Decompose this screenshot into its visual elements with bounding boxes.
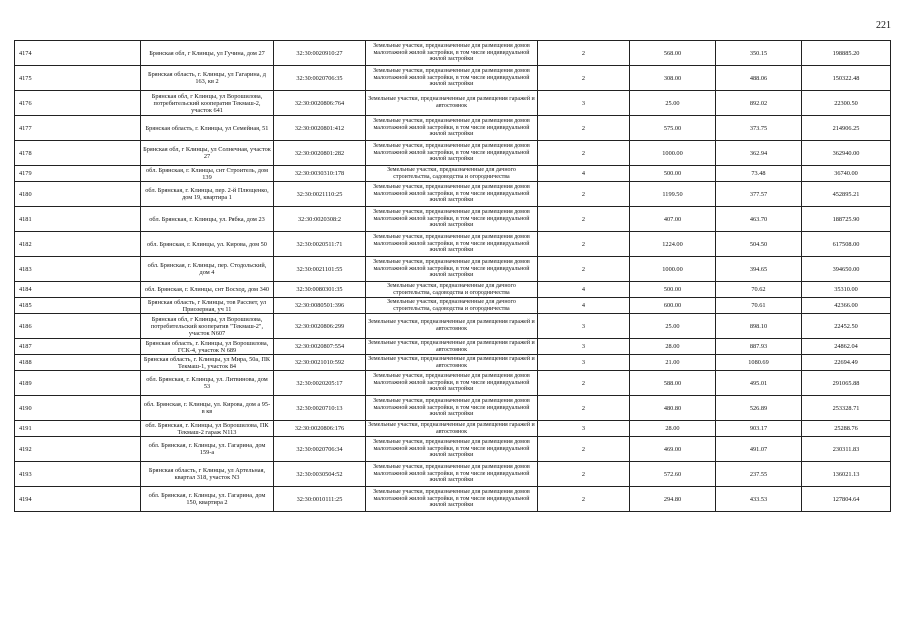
address-cell: Брянская обл, г Клинцы, ул Солнечная, участок 27 — [141, 141, 274, 166]
land-use-cell: Земельные участки, предназначенные для размещения гаражей и автостоянок — [366, 355, 538, 371]
cadastral-number-cell: 32:30:0020710:13 — [274, 396, 366, 421]
specific-value-cell: 1080.69 — [716, 355, 802, 371]
table-row — [15, 339, 891, 355]
specific-value-cell: 350.15 — [716, 41, 802, 66]
group-cell: 2 — [538, 66, 630, 91]
address-cell: обл. Брянская, г. Клинцы, снт Строитель, дом 139 — [141, 166, 274, 182]
area-cell: 575.00 — [630, 116, 716, 141]
cadastral-number-cell: 32:30:0020806:176 — [274, 421, 366, 437]
group-cell: 2 — [538, 437, 630, 462]
row-number: 4189 — [15, 371, 141, 396]
specific-value-cell: 377.57 — [716, 182, 802, 207]
table-row — [15, 66, 891, 91]
table-row — [15, 41, 891, 66]
row-number: 4190 — [15, 396, 141, 421]
address-cell: обл. Брянская, г. Клинцы, ул. Кирова, дом 50 — [141, 232, 274, 257]
table-row — [15, 396, 891, 421]
row-number: 4185 — [15, 298, 141, 314]
address-cell: Брянская область, г. Клинцы, ул Мира, 50а, ПК Текмаш-1, участок 84 — [141, 355, 274, 371]
table-row — [15, 91, 891, 116]
specific-value-cell: 394.65 — [716, 257, 802, 282]
cadastral-number-cell: 32:30:0080301:35 — [274, 282, 366, 298]
cadastral-value-table — [14, 40, 891, 512]
address-cell: обл. Брянская, г. Клинцы, ул. Кирова, дом а 95-в кв — [141, 396, 274, 421]
cadastral-number-cell: 32:30:0020910:27 — [274, 41, 366, 66]
address-cell: обл. Брянская, г. Клинцы, ул. Рябка, дом 23 — [141, 207, 274, 232]
cadastral-value-cell: 22694.49 — [802, 355, 891, 371]
group-cell: 2 — [538, 41, 630, 66]
group-cell: 4 — [538, 166, 630, 182]
cadastral-number-cell: 32:30:0020801:412 — [274, 116, 366, 141]
cadastral-value-cell: 214906.25 — [802, 116, 891, 141]
row-number: 4178 — [15, 141, 141, 166]
area-cell: 1199.50 — [630, 182, 716, 207]
land-use-cell: Земельные участки, предназначенные для размещения гаражей и автостоянок — [366, 314, 538, 339]
cadastral-value-cell: 127804.64 — [802, 487, 891, 512]
cadastral-number-cell: 32:30:0020806:764 — [274, 91, 366, 116]
area-cell: 480.80 — [630, 396, 716, 421]
table-row — [15, 371, 891, 396]
group-cell: 2 — [538, 232, 630, 257]
table-row — [15, 182, 891, 207]
table-row — [15, 298, 891, 314]
cadastral-number-cell: 32:30:0030504:52 — [274, 462, 366, 487]
specific-value-cell: 373.75 — [716, 116, 802, 141]
land-use-cell: Земельные участки, предназначенные для размещения домов малоэтажной жилой застройки, в том числе индивидуальной жилой застройки — [366, 41, 538, 66]
row-number: 4188 — [15, 355, 141, 371]
land-use-cell: Земельные участки, предназначенные для размещения домов малоэтажной жилой застройки, в том числе индивидуальной жилой застройки — [366, 182, 538, 207]
group-cell: 3 — [538, 355, 630, 371]
area-cell: 1000.00 — [630, 257, 716, 282]
table-row — [15, 232, 891, 257]
area-cell: 28.00 — [630, 339, 716, 355]
table-row — [15, 355, 891, 371]
area-cell: 469.00 — [630, 437, 716, 462]
specific-value-cell: 892.02 — [716, 91, 802, 116]
address-cell: Брянская обл, г Клинцы, ул Гучина, дом 27 — [141, 41, 274, 66]
row-number: 4182 — [15, 232, 141, 257]
group-cell: 3 — [538, 314, 630, 339]
row-number: 4176 — [15, 91, 141, 116]
table-row — [15, 207, 891, 232]
specific-value-cell: 488.06 — [716, 66, 802, 91]
group-cell: 4 — [538, 282, 630, 298]
specific-value-cell: 504.50 — [716, 232, 802, 257]
table-row — [15, 421, 891, 437]
area-cell: 588.00 — [630, 371, 716, 396]
row-number: 4187 — [15, 339, 141, 355]
land-use-cell: Земельные участки, предназначенные для размещения домов малоэтажной жилой застройки, в том числе индивидуальной жилой застройки — [366, 207, 538, 232]
area-cell: 572.60 — [630, 462, 716, 487]
cadastral-number-cell: 32:30:0021110:25 — [274, 182, 366, 207]
cadastral-number-cell: 32:30:0020806:299 — [274, 314, 366, 339]
cadastral-number-cell: 32:30:0080501:396 — [274, 298, 366, 314]
cadastral-number-cell: 32:30:0020706:34 — [274, 437, 366, 462]
land-use-cell: Земельные участки, предназначенные для размещения домов малоэтажной жилой застройки, в том числе индивидуальной жилой застройки — [366, 487, 538, 512]
cadastral-number-cell: 32:30:0021010:592 — [274, 355, 366, 371]
cadastral-number-cell: 32:30:0020308:2 — [274, 207, 366, 232]
cadastral-value-cell: 198885.20 — [802, 41, 891, 66]
cadastral-value-cell: 291065.88 — [802, 371, 891, 396]
group-cell: 3 — [538, 339, 630, 355]
table-row — [15, 141, 891, 166]
cadastral-value-cell: 150322.48 — [802, 66, 891, 91]
row-number: 4179 — [15, 166, 141, 182]
table-body — [15, 41, 891, 512]
cadastral-value-cell: 24862.04 — [802, 339, 891, 355]
group-cell: 2 — [538, 487, 630, 512]
cadastral-number-cell: 32:30:0020706:35 — [274, 66, 366, 91]
specific-value-cell: 70.61 — [716, 298, 802, 314]
group-cell: 2 — [538, 207, 630, 232]
row-number: 4191 — [15, 421, 141, 437]
row-number: 4180 — [15, 182, 141, 207]
specific-value-cell: 887.93 — [716, 339, 802, 355]
specific-value-cell: 70.62 — [716, 282, 802, 298]
land-use-cell: Земельные участки, предназначенные для размещения гаражей и автостоянок — [366, 91, 538, 116]
address-cell: обл. Брянская, г. Клинцы, пер. Стодольский, дом 4 — [141, 257, 274, 282]
cadastral-number-cell: 32:30:0030310:178 — [274, 166, 366, 182]
specific-value-cell: 237.55 — [716, 462, 802, 487]
cadastral-value-cell: 394650.00 — [802, 257, 891, 282]
group-cell: 2 — [538, 371, 630, 396]
cadastral-number-cell: 32:30:0021101:55 — [274, 257, 366, 282]
specific-value-cell: 898.10 — [716, 314, 802, 339]
group-cell: 2 — [538, 462, 630, 487]
cadastral-value-cell: 22300.50 — [802, 91, 891, 116]
cadastral-number-cell: 32:30:0020801:282 — [274, 141, 366, 166]
land-use-cell: Земельные участки, предназначенные для дачного строительства, садоводства и огородничества — [366, 282, 538, 298]
address-cell: обл. Брянская, г. Клинцы, ул. Литвинова, дом 53 — [141, 371, 274, 396]
land-use-cell: Земельные участки, предназначенные для размещения гаражей и автостоянок — [366, 339, 538, 355]
area-cell: 568.00 — [630, 41, 716, 66]
cadastral-value-cell: 452895.21 — [802, 182, 891, 207]
land-use-cell: Земельные участки, предназначенные для размещения домов малоэтажной жилой застройки, в том числе индивидуальной жилой застройки — [366, 437, 538, 462]
cadastral-value-cell: 136021.13 — [802, 462, 891, 487]
land-use-cell: Земельные участки, предназначенные для размещения домов малоэтажной жилой застройки, в том числе индивидуальной жилой застройки — [366, 396, 538, 421]
area-cell: 28.00 — [630, 421, 716, 437]
table-row — [15, 462, 891, 487]
row-number: 4184 — [15, 282, 141, 298]
group-cell: 2 — [538, 116, 630, 141]
address-cell: Брянская область, г Клинцы, тов Рассвет, ул Приозерная, уч 11 — [141, 298, 274, 314]
specific-value-cell: 903.17 — [716, 421, 802, 437]
area-cell: 25.00 — [630, 314, 716, 339]
group-cell: 3 — [538, 421, 630, 437]
specific-value-cell: 362.94 — [716, 141, 802, 166]
address-cell: Брянская область, г. Клинцы, ул Ворошилова, ГСК-4, участок N 689 — [141, 339, 274, 355]
area-cell: 1224.00 — [630, 232, 716, 257]
table-row — [15, 487, 891, 512]
cadastral-number-cell: 32:30:0020511:71 — [274, 232, 366, 257]
address-cell: обл. Брянская, г. Клинцы, ул. Гагарина, дом 150, квартира 2 — [141, 487, 274, 512]
specific-value-cell: 491.07 — [716, 437, 802, 462]
row-number: 4174 — [15, 41, 141, 66]
table-row — [15, 437, 891, 462]
cadastral-value-cell: 253328.71 — [802, 396, 891, 421]
group-cell: 3 — [538, 91, 630, 116]
land-use-cell: Земельные участки, предназначенные для дачного строительства, садоводства и огородничества — [366, 298, 538, 314]
table-row — [15, 257, 891, 282]
land-use-cell: Земельные участки, предназначенные для размещения домов малоэтажной жилой застройки, в том числе индивидуальной жилой застройки — [366, 371, 538, 396]
table-row — [15, 116, 891, 141]
area-cell: 308.00 — [630, 66, 716, 91]
cadastral-number-cell: 32:30:0020205:17 — [274, 371, 366, 396]
group-cell: 2 — [538, 141, 630, 166]
row-number: 4175 — [15, 66, 141, 91]
land-use-cell: Земельные участки, предназначенные для дачного строительства, садоводства и огородничества — [366, 166, 538, 182]
land-use-cell: Земельные участки, предназначенные для размещения домов малоэтажной жилой застройки, в том числе индивидуальной жилой застройки — [366, 462, 538, 487]
area-cell: 500.00 — [630, 166, 716, 182]
cadastral-value-cell: 617508.00 — [802, 232, 891, 257]
area-cell: 21.00 — [630, 355, 716, 371]
cadastral-value-cell: 22452.50 — [802, 314, 891, 339]
table-row — [15, 314, 891, 339]
land-use-cell: Земельные участки, предназначенные для размещения гаражей и автостоянок — [366, 421, 538, 437]
table-row — [15, 282, 891, 298]
group-cell: 2 — [538, 257, 630, 282]
row-number: 4177 — [15, 116, 141, 141]
row-number: 4194 — [15, 487, 141, 512]
address-cell: обл. Брянская, г. Клинцы, ул. Гагарина, дом 159-а — [141, 437, 274, 462]
cadastral-number-cell: 32:30:0020807:554 — [274, 339, 366, 355]
row-number: 4186 — [15, 314, 141, 339]
row-number: 4193 — [15, 462, 141, 487]
cadastral-value-cell: 188725.90 — [802, 207, 891, 232]
page-number: 221 — [876, 20, 891, 31]
area-cell: 1000.00 — [630, 141, 716, 166]
cadastral-value-cell: 42366.00 — [802, 298, 891, 314]
group-cell: 2 — [538, 182, 630, 207]
area-cell: 294.80 — [630, 487, 716, 512]
area-cell: 500.00 — [630, 282, 716, 298]
specific-value-cell: 73.48 — [716, 166, 802, 182]
address-cell: обл. Брянская, г. Клинцы, ул Ворошилова, ПК Текмаш-2 гараж N113 — [141, 421, 274, 437]
specific-value-cell: 526.89 — [716, 396, 802, 421]
land-use-cell: Земельные участки, предназначенные для размещения домов малоэтажной жилой застройки, в том числе индивидуальной жилой застройки — [366, 116, 538, 141]
cadastral-number-cell: 32:30:0010111:25 — [274, 487, 366, 512]
group-cell: 2 — [538, 396, 630, 421]
address-cell: Брянская область, г Клинцы, ул Артельная, квартал 318, участок N3 — [141, 462, 274, 487]
row-number: 4183 — [15, 257, 141, 282]
cadastral-value-cell: 362940.00 — [802, 141, 891, 166]
group-cell: 4 — [538, 298, 630, 314]
area-cell: 25.00 — [630, 91, 716, 116]
address-cell: обл. Брянская, г. Клинцы, снт Восход, дом 340 — [141, 282, 274, 298]
address-cell: Брянская область, г. Клинцы, ул Гагарина, д 163, кв 2 — [141, 66, 274, 91]
row-number: 4192 — [15, 437, 141, 462]
land-use-cell: Земельные участки, предназначенные для размещения домов малоэтажной жилой застройки, в том числе индивидуальной жилой застройки — [366, 66, 538, 91]
address-cell: обл. Брянская, г. Клинцы, пер. 2-й Плющенко, дом 19, квартира 1 — [141, 182, 274, 207]
land-use-cell: Земельные участки, предназначенные для размещения домов малоэтажной жилой застройки, в том числе индивидуальной жилой застройки — [366, 232, 538, 257]
land-use-cell: Земельные участки, предназначенные для размещения домов малоэтажной жилой застройки, в том числе индивидуальной жилой застройки — [366, 141, 538, 166]
area-cell: 600.00 — [630, 298, 716, 314]
area-cell: 407.00 — [630, 207, 716, 232]
address-cell: Брянская обл, г Клинцы, ул Ворошилова, потребительский кооператив Текмаш-2, участок 641 — [141, 91, 274, 116]
cadastral-value-cell: 230311.83 — [802, 437, 891, 462]
cadastral-value-cell: 35310.00 — [802, 282, 891, 298]
specific-value-cell: 463.70 — [716, 207, 802, 232]
address-cell: Брянская область, г. Клинцы, ул Семейная, 51 — [141, 116, 274, 141]
row-number: 4181 — [15, 207, 141, 232]
land-use-cell: Земельные участки, предназначенные для размещения домов малоэтажной жилой застройки, в том числе индивидуальной жилой застройки — [366, 257, 538, 282]
cadastral-value-cell: 25288.76 — [802, 421, 891, 437]
table-row — [15, 166, 891, 182]
specific-value-cell: 495.01 — [716, 371, 802, 396]
specific-value-cell: 433.53 — [716, 487, 802, 512]
address-cell: Брянская обл, г Клинцы, ул Ворошилова, потребительский кооператив "Текмаш-2", участок N607 — [141, 314, 274, 339]
cadastral-value-cell: 36740.00 — [802, 166, 891, 182]
